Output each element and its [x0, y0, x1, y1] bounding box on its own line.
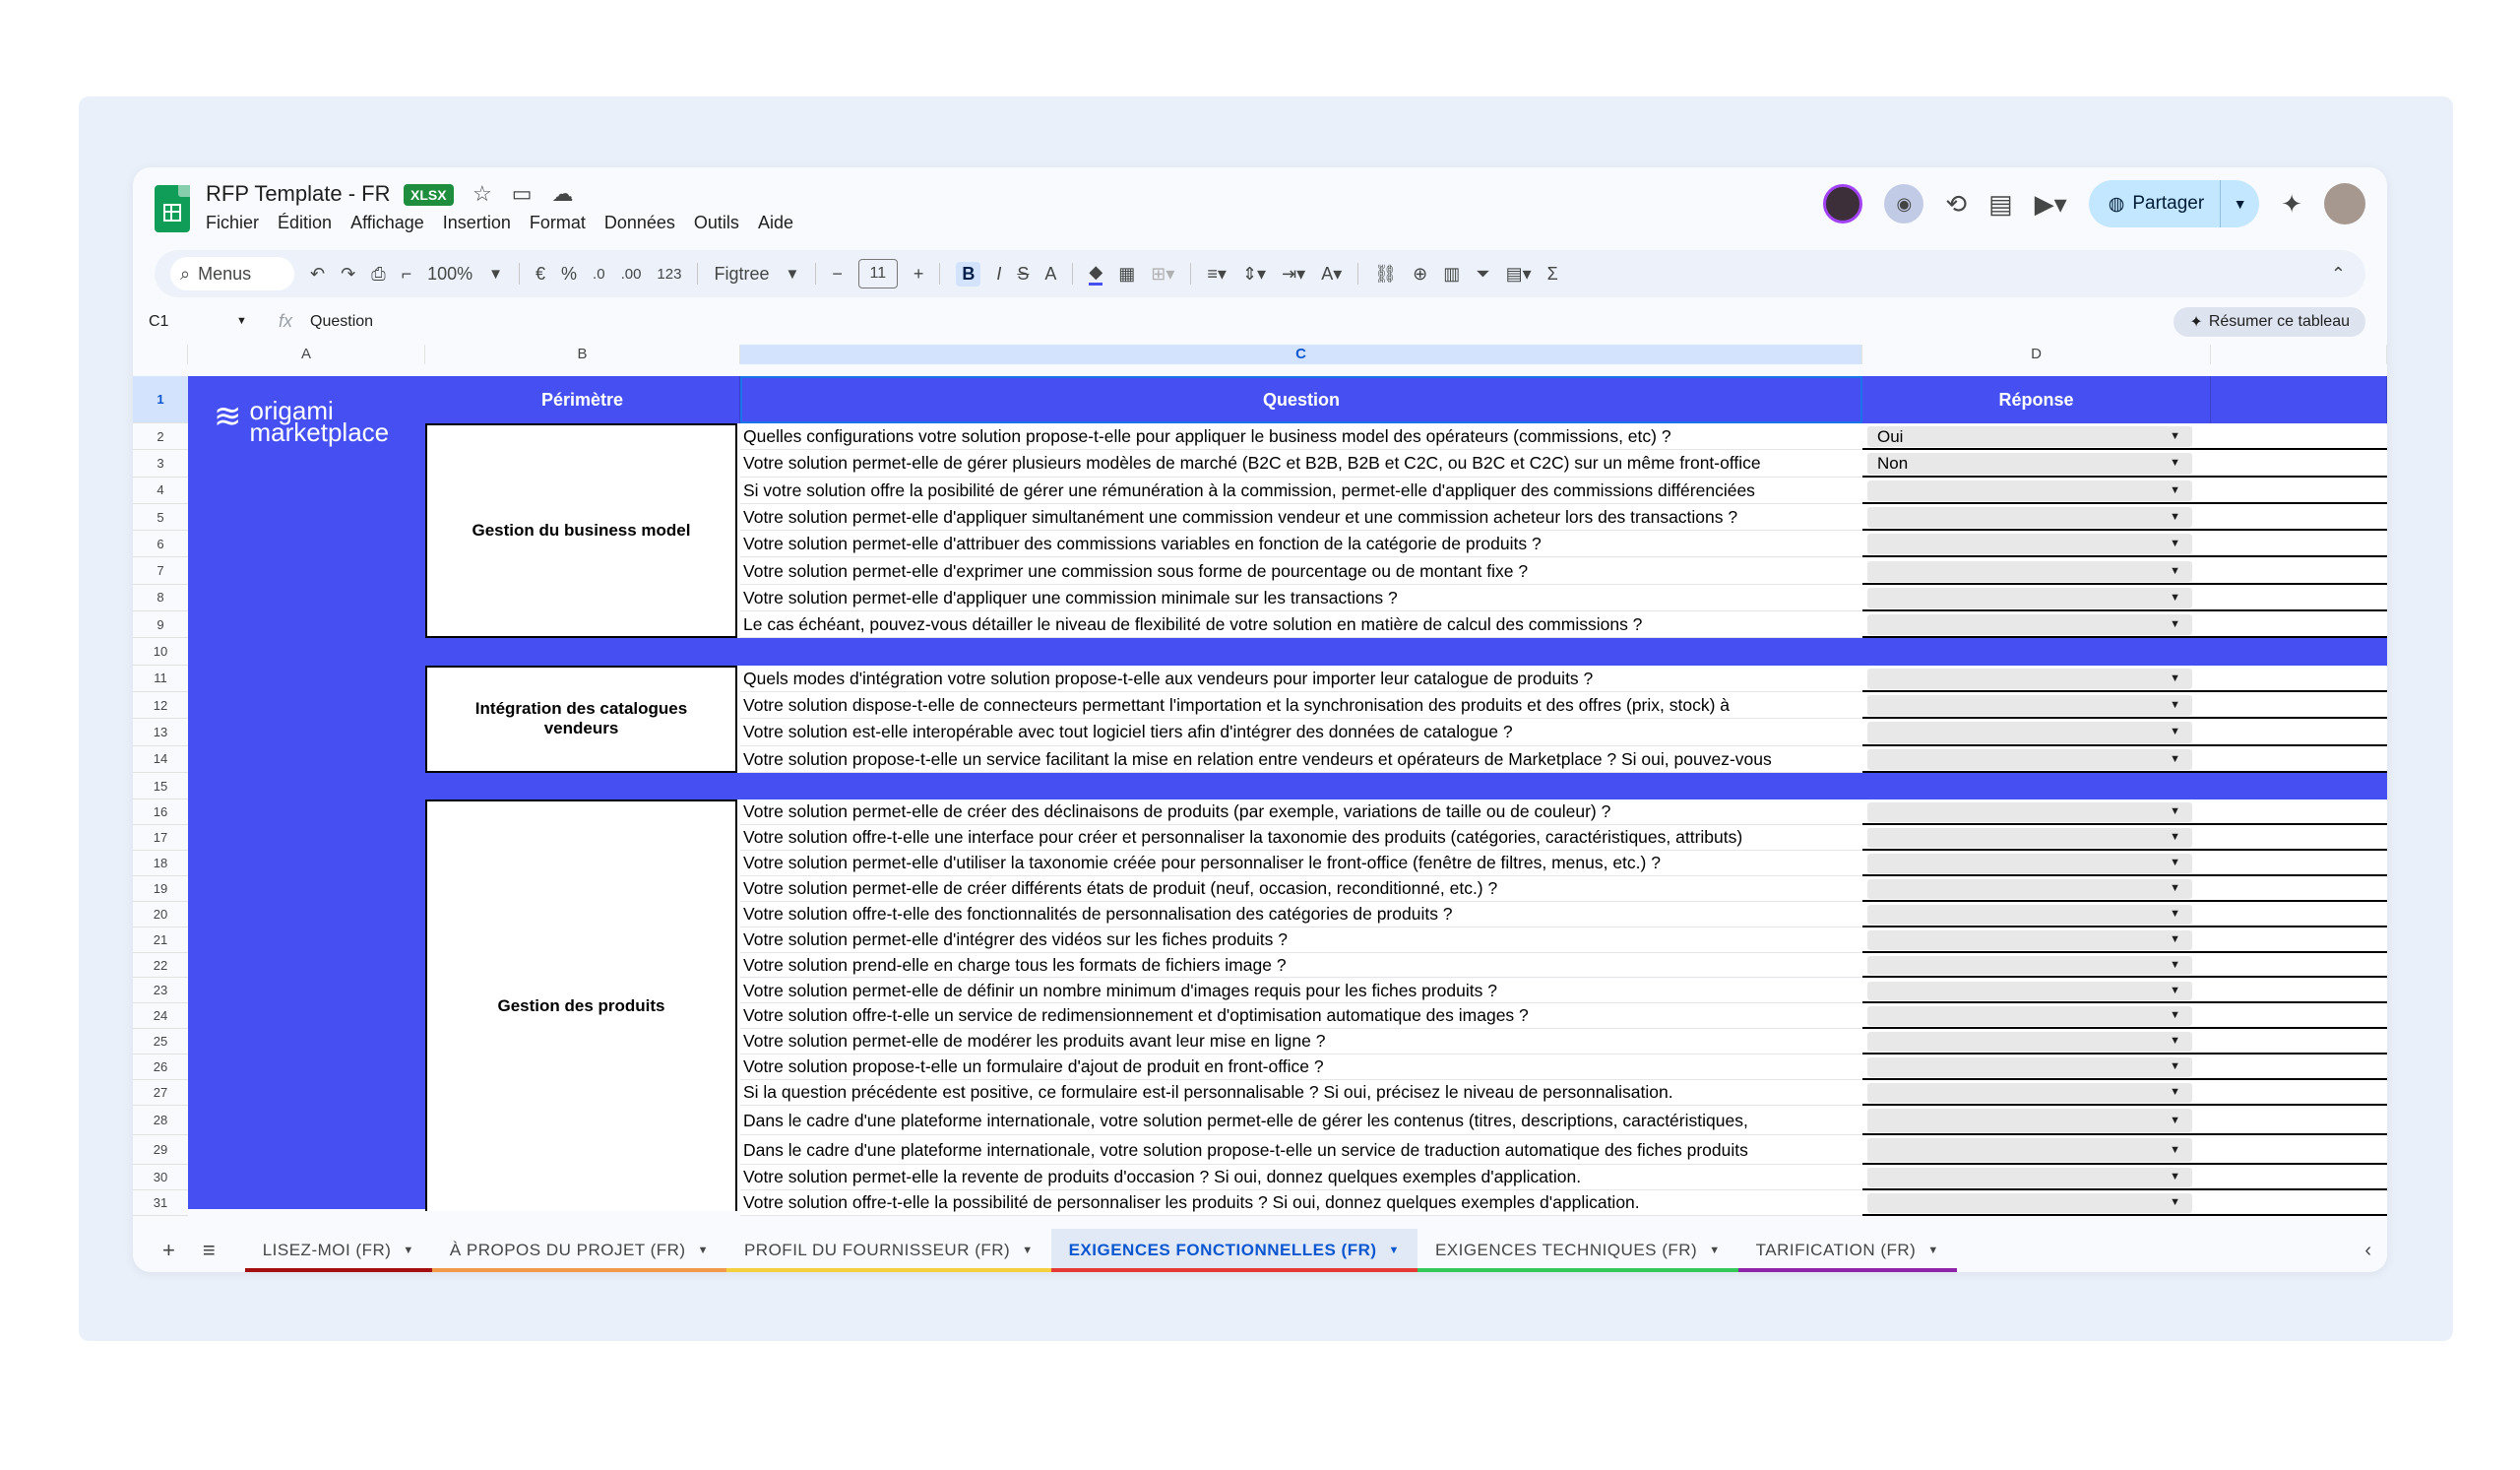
share-dropdown-icon[interactable]: ▼ — [2220, 180, 2259, 227]
sheet-tab-label: À PROPOS DU PROJET (FR) — [449, 1241, 686, 1259]
empty-cell-e[interactable] — [2211, 504, 2387, 531]
sparkle-icon: ✦ — [2189, 314, 2203, 331]
row-header[interactable]: 14 — [133, 746, 188, 773]
empty-cell-e[interactable] — [2211, 1080, 2387, 1106]
row-header[interactable]: 2 — [133, 423, 188, 450]
row-header[interactable]: 11 — [133, 666, 188, 692]
row-header[interactable]: 3 — [133, 450, 188, 477]
sheet-tab[interactable] — [1051, 1229, 1418, 1272]
empty-cell-e[interactable] — [2211, 611, 2387, 638]
row-header[interactable]: 22 — [133, 953, 188, 979]
empty-cell-e[interactable] — [2211, 979, 2387, 1004]
all-sheets-icon[interactable]: ≡ — [202, 1238, 216, 1262]
font-size-increase-icon[interactable]: + — [913, 263, 924, 284]
name-box[interactable]: C1 — [149, 313, 169, 330]
collaborator-avatar-2[interactable]: ◉ — [1884, 184, 1923, 224]
empty-cell-e[interactable] — [2211, 799, 2387, 825]
sheets-logo-icon[interactable] — [155, 185, 190, 232]
empty-cell-e[interactable] — [2211, 1135, 2387, 1165]
answer-dropdown[interactable] — [1867, 507, 2192, 528]
toolbar — [155, 250, 2365, 297]
row-header[interactable]: 12 — [133, 692, 188, 719]
star-icon[interactable]: ☆ — [472, 181, 492, 206]
font-chevron-icon[interactable]: ▼ — [785, 265, 800, 283]
sheet-tab[interactable] — [432, 1229, 726, 1272]
fx-icon: fx — [279, 311, 293, 331]
answer-dropdown[interactable] — [1867, 982, 2192, 1001]
xlsx-badge: XLSX — [404, 184, 454, 206]
column-header-e[interactable] — [2211, 345, 2387, 364]
empty-cell-e[interactable] — [2211, 531, 2387, 557]
answer-dropdown[interactable] — [1867, 1109, 2192, 1132]
menus-search[interactable] — [170, 257, 294, 290]
answer-dropdown[interactable] — [1867, 1168, 2192, 1187]
merge-cells-icon[interactable]: ⊞▾ — [1151, 263, 1175, 284]
tab-color-underline — [1051, 1268, 1418, 1272]
sheets-window — [133, 167, 2387, 1272]
question-cell[interactable]: Votre solution permet-elle d'utiliser la taxonomie créée pour personnaliser le front-office (fenêtre de filtres, menus, etc.) ? — [740, 851, 1862, 876]
italic-button[interactable]: I — [996, 263, 1002, 284]
tab-color-underline — [1418, 1268, 1738, 1272]
sheet-tab-label: PROFIL DU FOURNISSEUR (FR) — [743, 1241, 1011, 1259]
empty-cell-e[interactable] — [2211, 423, 2387, 450]
empty-cell-e[interactable] — [2211, 1106, 2387, 1135]
sheet-tab[interactable] — [1738, 1229, 1957, 1272]
sheet-tab[interactable] — [726, 1229, 1051, 1272]
answer-dropdown[interactable] — [1867, 930, 2192, 950]
answer-dropdown[interactable] — [1867, 1006, 2192, 1026]
sheet-tab-label: TARIFICATION (FR) — [1755, 1241, 1917, 1259]
move-folder-icon[interactable]: ▭ — [511, 181, 533, 206]
menu-format[interactable]: Format — [529, 213, 586, 232]
account-avatar[interactable] — [2324, 183, 2365, 224]
decrease-decimals[interactable]: .0 — [593, 265, 605, 283]
question-cell[interactable]: Dans le cadre d'une plateforme internationale, votre solution propose-t-elle un service de traduction automatique des fiches produits — [740, 1135, 1862, 1165]
answer-dropdown[interactable] — [1867, 1032, 2192, 1052]
row-header[interactable]: 29 — [133, 1135, 188, 1165]
collapse-toolbar-icon[interactable]: ⌃ — [2330, 263, 2346, 284]
horizontal-align-icon[interactable]: ≡▾ — [1207, 263, 1227, 284]
name-box-chevron-icon[interactable]: ▼ — [236, 315, 247, 327]
column-header-a[interactable]: A — [188, 345, 425, 364]
paint-format-icon[interactable]: ⌐ — [401, 263, 412, 284]
answer-dropdown[interactable] — [1867, 905, 2192, 925]
question-cell[interactable]: Votre solution permet-elle de modérer les produits avant leur mise en ligne ? — [740, 1029, 1862, 1055]
insert-chart-icon[interactable]: ▥ — [1443, 263, 1461, 284]
question-cell[interactable]: Si la question précédente est positive, ce formulaire est-il personnalisable ? Si oui, précisez le niveau de personnalisation. — [740, 1080, 1862, 1106]
answer-dropdown[interactable] — [1867, 722, 2192, 742]
borders-icon[interactable]: ▦ — [1118, 263, 1136, 284]
globe-icon: ◍ — [2108, 193, 2125, 215]
menu-outils[interactable]: Outils — [693, 213, 739, 232]
doc-title[interactable]: RFP Template - FR — [206, 181, 391, 206]
more-formats[interactable]: 123 — [657, 265, 682, 283]
logo-line2: marketplace — [249, 417, 390, 447]
scroll-tabs-left-icon[interactable]: ‹ — [2364, 1239, 2371, 1261]
empty-cell-e[interactable] — [2211, 478, 2387, 504]
empty-cell-e[interactable] — [2211, 1190, 2387, 1216]
question-cell[interactable]: Votre solution permet-elle d'intégrer des vidéos sur les fiches produits ? — [740, 927, 1862, 953]
row-header[interactable]: 19 — [133, 876, 188, 902]
increase-decimals[interactable]: .00 — [620, 265, 642, 283]
row-header[interactable]: 30 — [133, 1165, 188, 1190]
font-size-decrease-icon[interactable]: − — [832, 263, 843, 284]
zoom-select[interactable]: 100% — [427, 263, 473, 284]
menu-aide[interactable]: Aide — [757, 213, 793, 232]
tab-color-underline — [726, 1268, 1051, 1272]
sheet-tab[interactable] — [1418, 1229, 1738, 1272]
row-header[interactable]: 5 — [133, 504, 188, 531]
row-header[interactable]: 20 — [133, 902, 188, 927]
empty-cell-e[interactable] — [2211, 719, 2387, 745]
row-header[interactable]: 25 — [133, 1029, 188, 1055]
row-header[interactable]: 27 — [133, 1080, 188, 1106]
question-cell[interactable]: Votre solution permet-elle la revente de produits d'occasion ? Si oui, donnez quelques exemples d'application. — [740, 1165, 1862, 1190]
select-all-corner[interactable] — [133, 345, 188, 364]
separator-band[interactable] — [425, 638, 2387, 665]
undo-icon[interactable]: ↶ — [310, 263, 326, 284]
empty-cell-e[interactable] — [2211, 585, 2387, 611]
add-sheet-icon[interactable]: + — [162, 1238, 175, 1262]
question-cell[interactable]: Votre solution permet-elle d'attribuer des commissions variables en fonction de la catégorie de produits ? — [740, 531, 1862, 557]
perimetre-cell[interactable]: Gestion des produits — [425, 799, 737, 1211]
answer-dropdown[interactable] — [1867, 534, 2192, 554]
row-header[interactable]: 6 — [133, 531, 188, 557]
empty-cell-e[interactable] — [2211, 558, 2387, 585]
font-size-input[interactable]: 11 — [858, 259, 898, 288]
answer-dropdown[interactable]: Non ▼ — [1867, 453, 2192, 474]
header-perimetre[interactable]: Périmètre — [425, 376, 740, 423]
question-cell[interactable]: Votre solution permet-elle d'exprimer une commission sous forme de pourcentage ou de montant fixe ? — [740, 558, 1862, 585]
cloud-status-icon[interactable]: ☁ — [551, 181, 574, 206]
comments-icon[interactable]: ▤ — [1988, 188, 2013, 219]
tab-menu-chevron-icon[interactable]: ▼ — [1709, 1245, 1721, 1256]
share-button[interactable] — [2089, 180, 2259, 227]
row-header[interactable]: 31 — [133, 1190, 188, 1216]
empty-cell-e[interactable] — [2211, 851, 2387, 876]
vertical-align-icon[interactable]: ⇕▾ — [1241, 263, 1267, 284]
percent-format[interactable]: % — [561, 263, 578, 284]
empty-cell-e[interactable] — [2211, 902, 2387, 927]
question-cell[interactable]: Votre solution offre-t-elle des fonctionnalités de personnalisation des catégories de produits ? — [740, 902, 1862, 927]
filter-icon[interactable]: ⏷ — [1476, 263, 1490, 284]
row-header[interactable]: 8 — [133, 585, 188, 611]
question-cell[interactable]: Votre solution offre-t-elle une interface pour créer et personnaliser la taxonomie des produits (catégories, caractéristiques, attributs) — [740, 825, 1862, 851]
sheet-tab-label: EXIGENCES TECHNIQUES (FR) — [1434, 1241, 1698, 1259]
row-header[interactable]: 18 — [133, 851, 188, 876]
print-icon[interactable]: ⎙ — [371, 263, 386, 284]
answer-dropdown[interactable] — [1867, 956, 2192, 976]
answer-dropdown[interactable] — [1867, 588, 2192, 608]
column-header-c[interactable]: C — [740, 345, 1862, 364]
logo-line1: origami — [249, 396, 334, 425]
question-cell[interactable]: Votre solution permet-elle de créer différents états de produit (neuf, occasion, reconditionné, etc.) ? — [740, 876, 1862, 902]
collaborator-avatar[interactable] — [1823, 184, 1862, 224]
menu-bar — [206, 213, 793, 233]
row-header[interactable]: 21 — [133, 927, 188, 953]
menu-insertion[interactable]: Insertion — [442, 213, 511, 232]
row-header[interactable]: 1 — [133, 376, 188, 423]
question-cell[interactable]: Votre solution offre-t-elle la possibilité de personnaliser les produits ? Si oui, donnez quelques exemples d'application. — [740, 1190, 1862, 1216]
question-cell[interactable]: Votre solution permet-elle de définir un nombre minimum d'images requis pour les fiches produits ? — [740, 979, 1862, 1004]
empty-cell-e[interactable] — [2211, 692, 2387, 719]
row-header[interactable]: 23 — [133, 979, 188, 1004]
empty-cell-e[interactable] — [2211, 1029, 2387, 1055]
empty-cell-e[interactable] — [2211, 1055, 2387, 1080]
sheet-tab-label: EXIGENCES FONCTIONNELLES (FR) — [1068, 1241, 1377, 1259]
question-cell[interactable]: Votre solution permet-elle d'appliquer une commission minimale sur les transactions ? — [740, 585, 1862, 611]
text-color-button[interactable]: A — [1044, 263, 1057, 284]
answer-dropdown[interactable] — [1867, 480, 2192, 501]
separator-band[interactable] — [425, 773, 2387, 799]
sheet-tab[interactable] — [245, 1229, 432, 1272]
answer-dropdown[interactable] — [1867, 1138, 2192, 1162]
bold-button[interactable]: B — [956, 262, 980, 287]
menu-donnees[interactable]: Données — [603, 213, 675, 232]
share-label: Partager — [2132, 193, 2205, 214]
question-cell[interactable]: Votre solution permet-elle de créer des déclinaisons de produits (par exemple, variations de taille ou de couleur) ? — [740, 799, 1862, 825]
row-header[interactable]: 15 — [133, 773, 188, 799]
empty-cell-e[interactable] — [2211, 666, 2387, 692]
row-header[interactable]: 4 — [133, 478, 188, 504]
answer-dropdown[interactable] — [1867, 1057, 2192, 1077]
question-cell[interactable]: Votre solution permet-elle de gérer plusieurs modèles de marché (B2C et B2B, B2B et C2C, ou B2C et C2C) sur un même front-office — [740, 450, 1862, 477]
row-header[interactable]: 26 — [133, 1055, 188, 1080]
question-cell[interactable]: Votre solution est-elle interopérable avec tout logiciel tiers afin d'intégrer des données de catalogue ? — [740, 719, 1862, 745]
redo-icon[interactable]: ↷ — [341, 263, 356, 284]
insert-comment-icon[interactable]: ⊕ — [1413, 263, 1428, 284]
sheet-tab-bar — [133, 1229, 2387, 1272]
origami-logo — [214, 396, 390, 447]
empty-cell-e[interactable] — [2211, 876, 2387, 902]
column-header-d[interactable]: D — [1862, 345, 2211, 364]
menu-fichier[interactable]: Fichier — [206, 213, 260, 232]
currency-format[interactable]: € — [536, 263, 546, 284]
tab-menu-chevron-icon[interactable]: ▼ — [697, 1245, 709, 1256]
answer-dropdown[interactable] — [1867, 614, 2192, 635]
answer-dropdown[interactable] — [1867, 802, 2192, 822]
answer-dropdown[interactable] — [1867, 828, 2192, 848]
header-question[interactable]: Question — [740, 376, 1862, 423]
perimetre-cell[interactable]: Intégration des catalogues vendeurs — [425, 666, 737, 773]
empty-cell-e[interactable] — [2211, 953, 2387, 979]
question-cell[interactable]: Votre solution prend-elle en charge tous les formats de fichiers image ? — [740, 953, 1862, 979]
answer-dropdown[interactable] — [1867, 561, 2192, 582]
question-cell[interactable]: Quels modes d'intégration votre solution propose-t-elle aux vendeurs pour importer leur catalogue de produits ? — [740, 666, 1862, 692]
row-header[interactable]: 9 — [133, 611, 188, 638]
question-cell[interactable]: Quelles configurations votre solution propose-t-elle pour appliquer le business model des opérateurs (commissions, etc) ? — [740, 423, 1862, 450]
text-rotation-icon[interactable]: A▾ — [1321, 263, 1343, 284]
gemini-icon[interactable]: ✦ — [2281, 188, 2302, 219]
header-empty-e[interactable] — [2211, 376, 2387, 423]
header-reponse[interactable]: Réponse — [1862, 376, 2211, 423]
menu-edition[interactable]: Édition — [278, 213, 333, 232]
functions-icon[interactable]: Σ — [1546, 263, 1558, 284]
tab-menu-chevron-icon[interactable]: ▼ — [1388, 1245, 1400, 1256]
empty-cell-e[interactable] — [2211, 1003, 2387, 1029]
formula-input[interactable]: Question — [310, 313, 374, 330]
meet-icon[interactable]: ▶▾ — [2034, 188, 2067, 219]
empty-cell-e[interactable] — [2211, 825, 2387, 851]
cell-a-logo-area[interactable] — [188, 376, 425, 1209]
row-header[interactable]: 24 — [133, 1003, 188, 1029]
summarize-label: Résumer ce tableau — [2208, 313, 2350, 330]
sheet-tab-label: LISEZ-MOI (FR) — [262, 1241, 392, 1259]
question-cell[interactable]: Votre solution propose-t-elle un service facilitant la mise en relation entre vendeurs et opérateurs de Marketplace ? Si oui, pouvez-vous — [740, 746, 1862, 773]
answer-dropdown[interactable]: Oui ▼ — [1867, 426, 2192, 447]
answer-dropdown[interactable] — [1867, 749, 2192, 770]
row-header[interactable]: 7 — [133, 558, 188, 585]
summarize-button[interactable] — [2174, 307, 2365, 337]
question-cell[interactable]: Votre solution dispose-t-elle de connecteurs permettant l'importation et la synchronisation des produits et des offres (prix, stock) à — [740, 692, 1862, 719]
insert-link-icon[interactable]: ⛓ — [1374, 263, 1398, 284]
answer-dropdown[interactable] — [1867, 695, 2192, 716]
tab-color-underline — [245, 1268, 432, 1272]
empty-cell-e[interactable] — [2211, 1165, 2387, 1190]
history-icon[interactable]: ⟲ — [1945, 188, 1968, 219]
fill-color-icon[interactable]: ◆ — [1089, 262, 1102, 286]
tab-menu-chevron-icon[interactable]: ▼ — [1022, 1245, 1034, 1256]
empty-cell-e[interactable] — [2211, 450, 2387, 477]
row-header[interactable]: 13 — [133, 719, 188, 745]
strikethrough-button[interactable]: S — [1017, 263, 1030, 284]
question-cell[interactable]: Le cas échéant, pouvez-vous détailler le niveau de flexibilité de votre solution en matière de calcul des commissions ? — [740, 611, 1862, 638]
empty-cell-e[interactable] — [2211, 927, 2387, 953]
perimetre-cell[interactable]: Gestion du business model — [425, 423, 737, 638]
menu-affichage[interactable]: Affichage — [350, 213, 424, 232]
question-cell[interactable]: Votre solution propose-t-elle un formulaire d'ajout de produit en front-office ? — [740, 1055, 1862, 1080]
question-cell[interactable]: Dans le cadre d'une plateforme internationale, votre solution permet-elle de gérer les contenus (titres, descriptions, caractéristiques, — [740, 1106, 1862, 1135]
answer-dropdown[interactable] — [1867, 1193, 2192, 1213]
row-header[interactable]: 16 — [133, 799, 188, 825]
origami-mark-icon: ≋ — [214, 398, 242, 435]
row-header[interactable]: 10 — [133, 638, 188, 665]
empty-cell-e[interactable] — [2211, 746, 2387, 773]
menus-search-label: Menus — [198, 263, 252, 284]
column-header-b[interactable]: B — [425, 345, 740, 364]
search-icon: ⌕ — [180, 263, 191, 284]
tab-color-underline — [1738, 1268, 1957, 1272]
row-header[interactable]: 17 — [133, 825, 188, 851]
text-wrap-icon[interactable]: ⇥▾ — [1282, 263, 1306, 284]
answer-dropdown[interactable] — [1867, 879, 2192, 899]
tab-menu-chevron-icon[interactable]: ▼ — [403, 1245, 414, 1256]
zoom-chevron-icon[interactable]: ▼ — [488, 265, 504, 283]
question-cell[interactable]: Votre solution offre-t-elle un service de redimensionnement et d'optimisation automatique des images ? — [740, 1003, 1862, 1029]
question-cell[interactable]: Votre solution permet-elle d'appliquer simultanément une commission vendeur et une commission acheteur lors des transactions ? — [740, 504, 1862, 531]
formula-bar — [133, 305, 2387, 341]
tab-color-underline — [432, 1268, 726, 1272]
filter-views-icon[interactable]: ▤▾ — [1505, 263, 1532, 284]
answer-dropdown[interactable] — [1867, 854, 2192, 873]
answer-dropdown[interactable] — [1867, 1083, 2192, 1103]
question-cell[interactable]: Si votre solution offre la posibilité de gérer une rémunération à la commission, permet-elle d'appliquer des commissions différenciées — [740, 478, 1862, 504]
row-header[interactable]: 28 — [133, 1106, 188, 1135]
font-select[interactable]: Figtree — [714, 263, 770, 284]
answer-dropdown[interactable] — [1867, 669, 2192, 689]
tab-menu-chevron-icon[interactable]: ▼ — [1927, 1245, 1939, 1256]
